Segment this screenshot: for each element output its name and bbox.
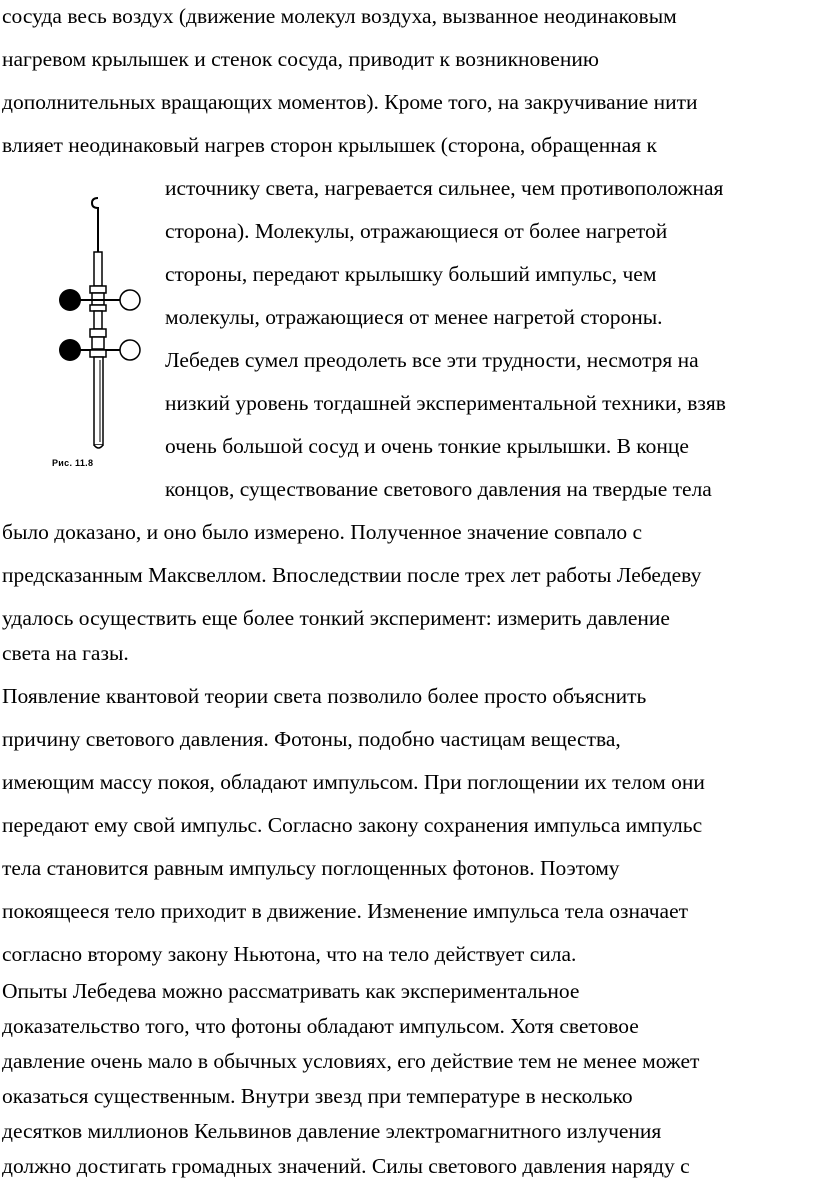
text-line: десятков миллионов Кельвинов давление электромагнитного излучения: [2, 1119, 662, 1143]
text-line: света на газы.: [2, 641, 129, 665]
text-line: молекулы, отражающиеся от менее нагретой стороны.: [165, 305, 663, 329]
text-line: Лебедев сумел преодолеть все эти трудности, несмотря на: [165, 348, 699, 372]
text-line: сторона). Молекулы, отражающиеся от более нагретой: [165, 219, 668, 243]
text-line: должно достигать громадных значений. Силы светового давления наряду с: [2, 1154, 690, 1178]
text-line: было доказано, и оно было измерено. Полученное значение совпало с: [2, 520, 643, 544]
figure-caption: Рис. 11.8: [52, 458, 94, 468]
text-line: влияет неодинаковый нагрев сторон крылышек (сторона, обращенная к: [2, 133, 657, 157]
lebedev-apparatus-figure: [40, 190, 150, 480]
text-line: концов, существование светового давления на твердые тела: [165, 477, 712, 501]
text-line: нагревом крылышек и стенок сосуда, приводит к возникновению: [2, 47, 599, 71]
text-line: источнику света, нагревается сильнее, чем противоположная: [165, 176, 724, 200]
text-line: тела становится равным импульсу поглощенных фотонов. Поэтому: [2, 856, 620, 880]
text-line: стороны, передают крылышку больший импульс, чем: [165, 262, 657, 286]
text-line: удалось осуществить еще более тонкий эксперимент: измерить давление: [2, 606, 670, 630]
text-line: предсказанным Максвеллом. Впоследствии после трех лет работы Лебедеву: [2, 563, 702, 587]
text-line: доказательство того, что фотоны обладают импульсом. Хотя световое: [2, 1014, 639, 1038]
text-line: имеющим массу покоя, обладают импульсом. При поглощении их телом они: [2, 770, 705, 794]
text-line: дополнительных вращающих моментов). Кроме того, на закручивание нити: [2, 90, 698, 114]
text-line: передают ему свой импульс. Согласно закону сохранения импульса импульс: [2, 813, 703, 837]
text-line: очень большой сосуд и очень тонкие крылышки. В конце: [165, 434, 689, 458]
text-line: Опыты Лебедева можно рассматривать как экспериментальное: [2, 979, 580, 1003]
text-line: причину светового давления. Фотоны, подобно частицам вещества,: [2, 727, 621, 751]
text-line: покоящееся тело приходит в движение. Изменение импульса тела означает: [2, 899, 689, 923]
text-line: оказаться существенным. Внутри звезд при температуре в несколько: [2, 1084, 633, 1108]
text-line: низкий уровень тогдашней экспериментальной техники, взяв: [165, 391, 726, 415]
text-line: согласно второму закону Ньютона, что на тело действует сила.: [2, 942, 577, 966]
text-line: сосуда весь воздух (движение молекул воздуха, вызванное неодинаковым: [2, 4, 677, 28]
text-line: давление очень мало в обычных условиях, его действие тем не менее может: [2, 1049, 700, 1073]
text-line: Появление квантовой теории света позволило более просто объяснить: [2, 684, 647, 708]
